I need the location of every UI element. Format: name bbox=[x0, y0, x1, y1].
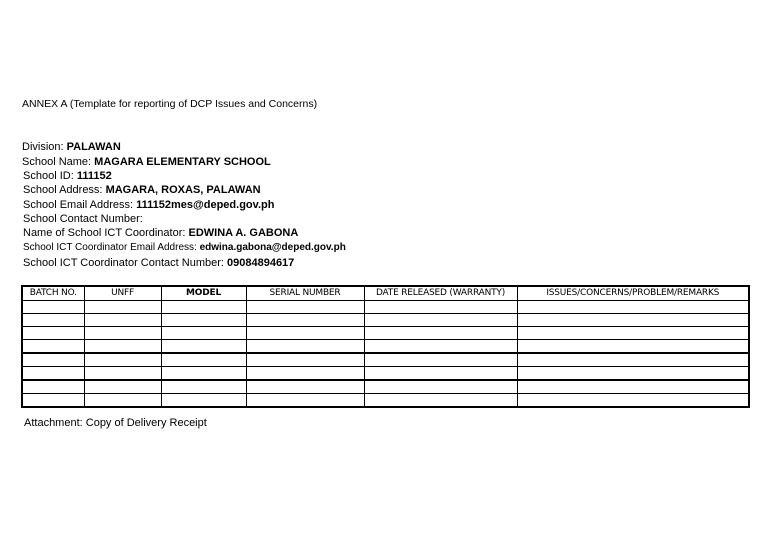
table-cell[interactable] bbox=[517, 394, 749, 408]
table-cell[interactable] bbox=[517, 380, 749, 394]
annex-title: ANNEX A (Template for reporting of DCP Issues and Concerns) bbox=[22, 98, 318, 110]
table-cell[interactable] bbox=[161, 314, 246, 327]
table-row bbox=[22, 380, 749, 394]
table-cell[interactable] bbox=[84, 394, 161, 408]
table-cell[interactable] bbox=[84, 380, 161, 394]
school-id-line bbox=[23, 170, 112, 182]
school-name-line bbox=[22, 156, 271, 168]
division-value: PALAWAN bbox=[66, 141, 121, 153]
table-cell[interactable] bbox=[22, 340, 84, 354]
table-cell[interactable] bbox=[517, 367, 749, 381]
division-label: Division: bbox=[22, 141, 67, 153]
school-address-value: MAGARA, ROXAS, PALAWAN bbox=[105, 184, 261, 196]
table-row bbox=[22, 367, 749, 381]
table-row bbox=[22, 327, 749, 340]
table-cell[interactable] bbox=[364, 340, 517, 354]
table-row bbox=[22, 394, 749, 408]
school-contact-line bbox=[23, 213, 143, 225]
table-cell[interactable] bbox=[161, 380, 246, 394]
table-cell[interactable] bbox=[22, 301, 84, 314]
table-cell[interactable] bbox=[22, 380, 84, 394]
table-cell[interactable] bbox=[364, 327, 517, 340]
table-cell[interactable] bbox=[22, 327, 84, 340]
school-name-label: School Name: bbox=[22, 156, 95, 168]
table-cell[interactable] bbox=[84, 327, 161, 340]
header-issues-remarks: ISSUES/CONCERNS/PROBLEM/REMARKS bbox=[517, 286, 749, 301]
table-cell[interactable] bbox=[161, 353, 246, 367]
coordinator-name-line bbox=[23, 227, 298, 239]
table-cell[interactable] bbox=[246, 314, 364, 327]
table-cell[interactable] bbox=[161, 340, 246, 354]
table-cell[interactable] bbox=[161, 327, 246, 340]
table-cell[interactable] bbox=[161, 301, 246, 314]
coordinator-contact-line bbox=[23, 257, 294, 269]
table-cell[interactable] bbox=[84, 314, 161, 327]
table-cell[interactable] bbox=[84, 367, 161, 381]
coordinator-email-label: School ICT Coordinator Email Address: bbox=[23, 242, 200, 253]
table-cell[interactable] bbox=[246, 380, 364, 394]
school-address-label: School Address: bbox=[23, 184, 106, 196]
table-cell[interactable] bbox=[246, 327, 364, 340]
table-row bbox=[22, 314, 749, 327]
header-date-released: DATE RELEASED (WARRANTY) bbox=[364, 286, 517, 301]
table-cell[interactable] bbox=[246, 367, 364, 381]
coordinator-email-line bbox=[23, 242, 346, 253]
table-cell[interactable] bbox=[84, 301, 161, 314]
table-cell[interactable] bbox=[517, 353, 749, 367]
school-id-value: 111152 bbox=[76, 170, 112, 182]
table-cell[interactable] bbox=[22, 353, 84, 367]
coordinator-contact-value: 09084894617 bbox=[227, 257, 295, 269]
table-cell[interactable] bbox=[22, 314, 84, 327]
table-cell[interactable] bbox=[364, 380, 517, 394]
header-batch-no: BATCH NO. bbox=[22, 286, 84, 301]
table-cell[interactable] bbox=[517, 301, 749, 314]
school-email-label: School Email Address: bbox=[23, 199, 137, 211]
table-cell[interactable] bbox=[246, 301, 364, 314]
coordinator-name-label: Name of School ICT Coordinator: bbox=[23, 227, 189, 239]
table-row bbox=[22, 301, 749, 314]
table-cell[interactable] bbox=[246, 340, 364, 354]
table-cell[interactable] bbox=[161, 367, 246, 381]
school-email-line bbox=[23, 199, 274, 211]
school-email-value: 111152mes@deped.gov.ph bbox=[136, 199, 275, 211]
header-serial-number: SERIAL NUMBER bbox=[246, 286, 364, 301]
table-cell[interactable] bbox=[364, 394, 517, 408]
table-cell[interactable] bbox=[364, 314, 517, 327]
table-cell[interactable] bbox=[22, 367, 84, 381]
table-cell[interactable] bbox=[84, 340, 161, 354]
coordinator-contact-label: School ICT Coordinator Contact Number: bbox=[23, 257, 227, 269]
table-cell[interactable] bbox=[517, 327, 749, 340]
table-cell[interactable] bbox=[22, 394, 84, 408]
dcp-issues-table bbox=[21, 285, 750, 408]
coordinator-email-value: edwina.gabona@deped.gov.ph bbox=[199, 242, 346, 253]
school-contact-label: School Contact Number: bbox=[23, 213, 143, 225]
table-cell[interactable] bbox=[364, 353, 517, 367]
table-cell[interactable] bbox=[517, 314, 749, 327]
table-cell[interactable] bbox=[364, 367, 517, 381]
table-cell[interactable] bbox=[246, 394, 364, 408]
table-row bbox=[22, 353, 749, 367]
school-address-line bbox=[23, 184, 261, 196]
table-row bbox=[22, 340, 749, 354]
header-model: MODEL bbox=[161, 286, 246, 301]
coordinator-name-value: EDWINA A. GABONA bbox=[188, 227, 299, 239]
header-unff: UNFF bbox=[84, 286, 161, 301]
division-line bbox=[22, 141, 121, 153]
table-cell[interactable] bbox=[84, 353, 161, 367]
table-cell[interactable] bbox=[517, 340, 749, 354]
school-name-value: MAGARA ELEMENTARY SCHOOL bbox=[94, 156, 271, 168]
table-cell[interactable] bbox=[364, 301, 517, 314]
school-id-label: School ID: bbox=[23, 170, 77, 182]
table-cell[interactable] bbox=[161, 394, 246, 408]
table-header-row bbox=[22, 286, 749, 301]
table-cell[interactable] bbox=[246, 353, 364, 367]
attachment-note: Attachment: Copy of Delivery Receipt bbox=[24, 417, 207, 429]
